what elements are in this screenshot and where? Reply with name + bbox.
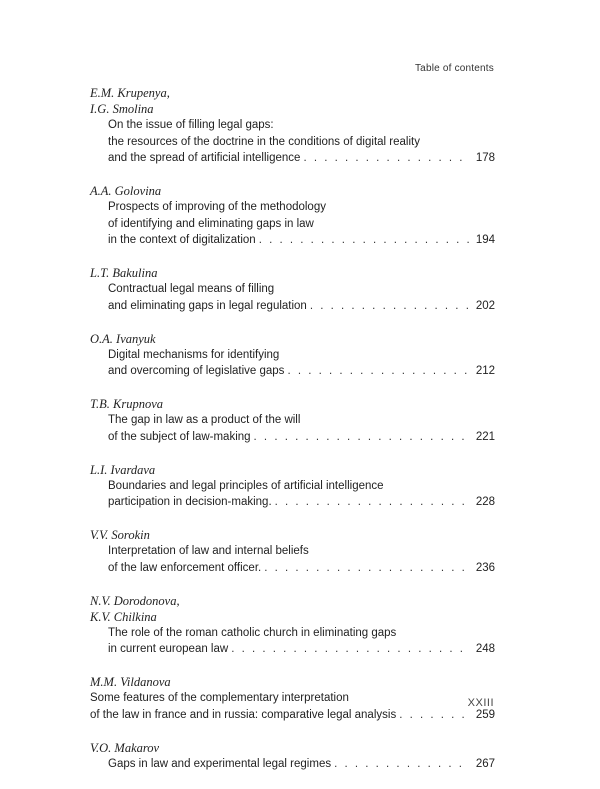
toc-entry <box>90 593 495 658</box>
toc-title-last-line <box>90 150 495 167</box>
toc-author: O.A. Ivanyuk <box>90 331 156 346</box>
toc-page-number: 221 <box>475 430 495 443</box>
toc-entry <box>90 527 495 576</box>
page-number: XXIII <box>467 697 494 709</box>
toc-page-number: 212 <box>475 365 495 377</box>
toc-title-line: of the law in france and in russia: comparative legal analysis <box>90 708 397 721</box>
dot-leader <box>399 707 470 724</box>
toc-title-last-line <box>90 756 495 773</box>
toc-page-number: 236 <box>475 561 495 574</box>
dot-leader <box>303 150 470 167</box>
toc-entry <box>90 396 495 445</box>
toc-author: A.A. Golovina <box>90 184 162 198</box>
dot-leader <box>310 298 470 315</box>
toc-title-line: participation in decision-making. <box>108 496 272 508</box>
toc-author: E.M. Krupenya, <box>90 86 170 100</box>
toc-entry <box>90 85 495 167</box>
toc-title-last-line <box>90 560 495 577</box>
toc-page-number: 267 <box>475 757 495 770</box>
toc-title-line: The gap in law as a product of the will <box>108 414 301 426</box>
toc-page-number: 194 <box>475 234 495 246</box>
table-of-contents <box>90 85 495 789</box>
dot-leader <box>334 756 470 773</box>
toc-title-line: of the law enforcement officer. <box>108 561 262 574</box>
toc-title-line: and eliminating gaps in legal regulation <box>108 299 307 312</box>
toc-entry <box>90 183 495 249</box>
toc-entry <box>90 740 495 773</box>
toc-page-number: 259 <box>475 708 495 721</box>
toc-title-line: On the issue of filling legal gaps: <box>108 119 274 131</box>
toc-entry <box>90 265 495 314</box>
toc-title-line: and overcoming of legislative gaps <box>108 365 285 377</box>
toc-title-line: the resources of the doctrine in the conditions of digital reality <box>108 135 420 148</box>
toc-title-line: Boundaries and legal principles of artificial intelligence <box>108 479 384 492</box>
toc-author: N.V. Dorodonova, <box>90 593 180 608</box>
dot-leader <box>275 494 470 511</box>
dot-leader <box>259 232 470 249</box>
dot-leader <box>231 641 470 658</box>
toc-title-line: of identifying and eliminating gaps in law <box>108 217 314 230</box>
toc-title-line: in the context of digitalization <box>108 234 256 246</box>
toc-title-line: of the subject of law-making <box>108 430 251 443</box>
toc-page-number: 178 <box>475 152 495 164</box>
dot-leader <box>264 560 470 577</box>
toc-author: I.G. Smolina <box>90 102 154 116</box>
toc-author: M.M. Vildanova <box>90 675 171 689</box>
toc-page-number: 228 <box>475 496 495 508</box>
toc-title-last-line <box>90 363 495 380</box>
toc-title-line: Some features of the complementary interpretation <box>90 692 349 704</box>
toc-author: T.B. Krupnova <box>90 397 164 411</box>
dot-leader <box>287 363 470 380</box>
toc-entry <box>90 462 495 511</box>
toc-title-last-line <box>90 641 495 658</box>
toc-title-last-line <box>90 298 495 315</box>
toc-title-line: and the spread of artificial intelligence <box>108 152 301 164</box>
toc-title-line: Prospects of improving of the methodology <box>108 201 326 213</box>
running-head: Table of contents <box>414 63 494 74</box>
toc-title-last-line <box>90 494 495 511</box>
toc-entry <box>90 674 495 723</box>
toc-title-last-line <box>90 429 495 446</box>
toc-author: V.O. Makarov <box>90 740 160 755</box>
toc-author: L.I. Ivardava <box>90 462 156 477</box>
toc-title-line: Gaps in law and experimental legal regimes <box>108 757 332 770</box>
toc-entry <box>90 331 495 380</box>
toc-page-number: 248 <box>475 643 495 655</box>
toc-title-line: Contractual legal means of filling <box>108 283 275 295</box>
toc-title-line: Digital mechanisms for identifying <box>108 348 280 361</box>
toc-author: L.T. Bakulina <box>90 266 158 280</box>
toc-title-line: Interpretation of law and internal beliefs <box>108 545 309 557</box>
dot-leader <box>254 429 470 446</box>
toc-author: K.V. Chilkina <box>90 609 157 624</box>
toc-page-number: 202 <box>475 299 495 312</box>
toc-author: V.V. Sorokin <box>90 528 150 542</box>
toc-title-last-line <box>90 707 495 724</box>
toc-title-last-line <box>90 232 495 249</box>
toc-title-line: in current european law <box>108 643 229 655</box>
toc-title-line: The role of the roman catholic church in eliminating gaps <box>108 626 397 639</box>
